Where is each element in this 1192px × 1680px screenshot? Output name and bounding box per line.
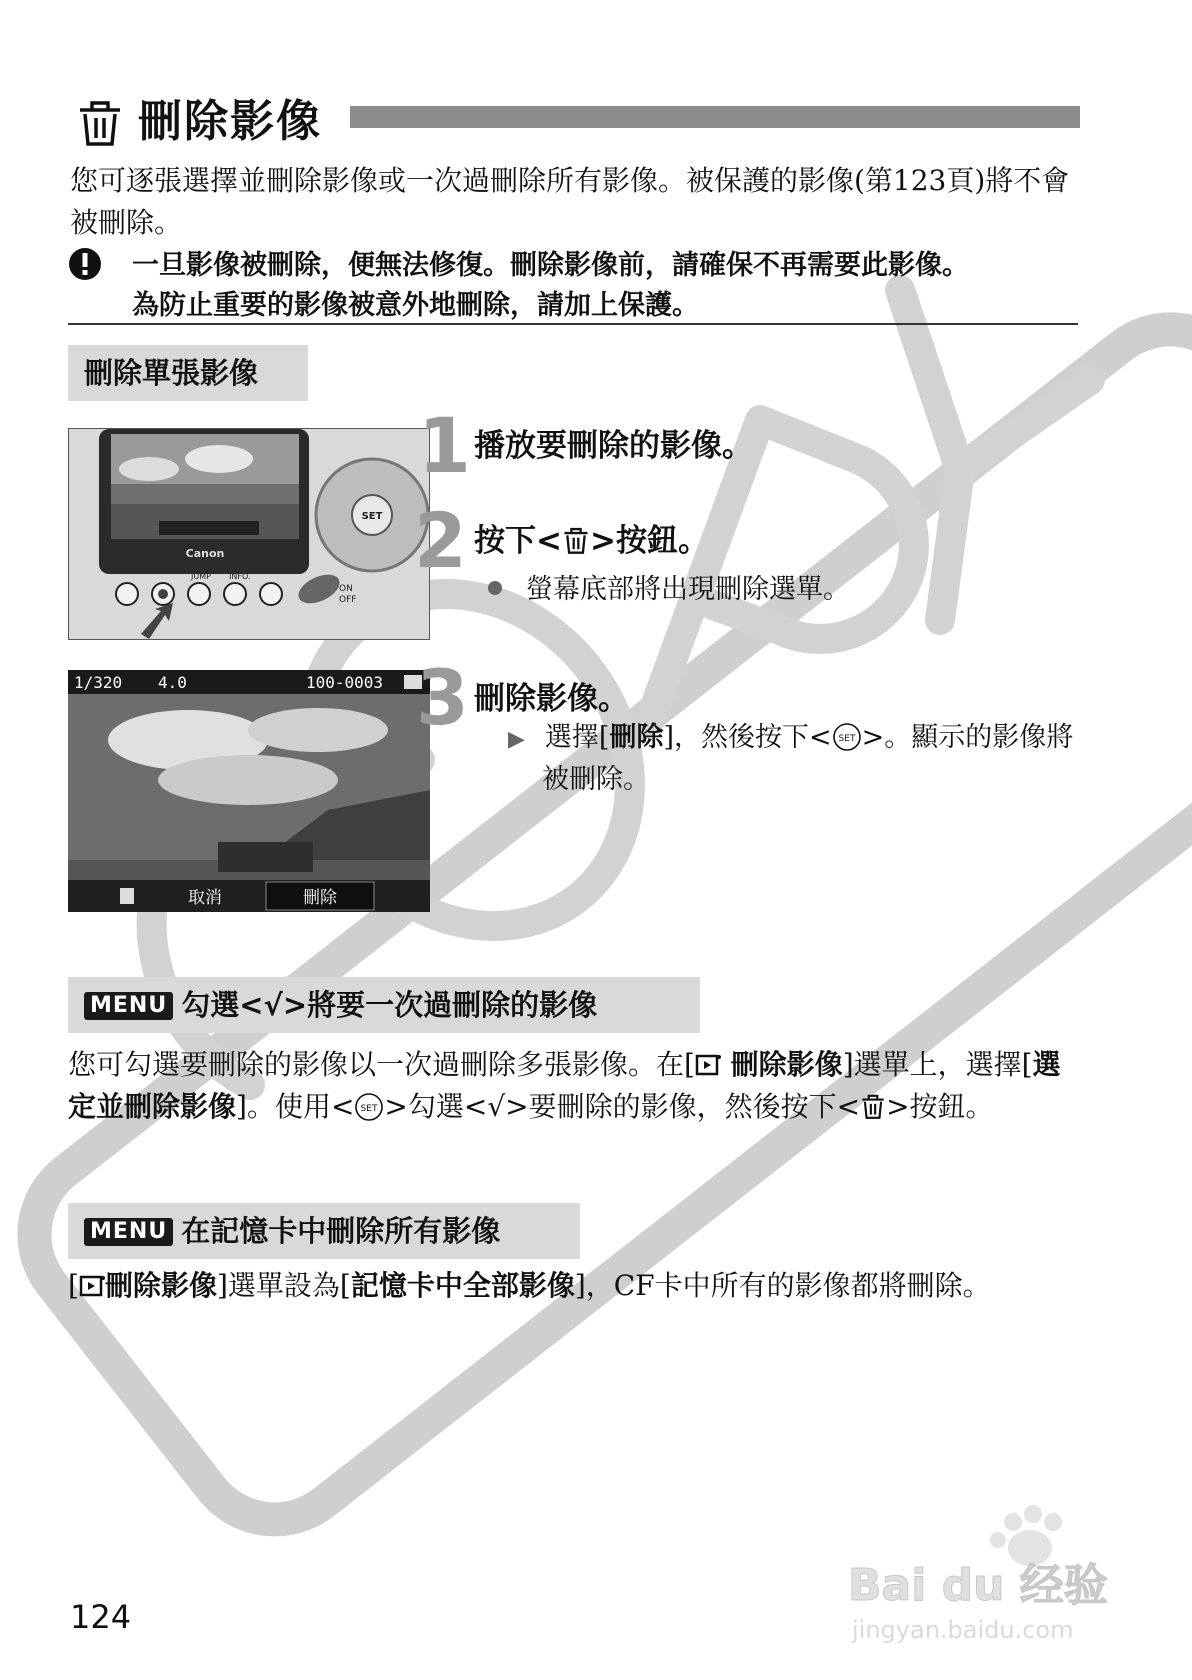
trash-icon [76, 96, 124, 148]
check-p-d: 選定並刪除影像 [68, 1048, 1061, 1123]
all-p-e: ]，CF卡中所有的影像都將刪除。 [574, 1269, 991, 1302]
all-p-d: 記憶卡中全部影像 [350, 1269, 575, 1302]
step-2-title-pre: 按下< [474, 523, 562, 559]
section-heading-all [68, 1203, 580, 1259]
section-all-title: 在記憶卡中刪除所有影像 [181, 1214, 501, 1248]
image-counter-text: 1/320 [74, 673, 123, 692]
all-p-b: 刪除影像 [104, 1269, 217, 1302]
file-number-text: 100-0003 [306, 673, 384, 692]
set-button-icon [354, 1092, 384, 1122]
check-p-f: >勾選<√>要刪除的影像，然後按下< [384, 1090, 861, 1123]
check-paragraph [68, 1044, 1086, 1128]
cancel-option-text: 取消 [188, 888, 222, 908]
caution-icon [68, 247, 102, 281]
bullet-icon [488, 581, 502, 595]
off-label-text: OFF [339, 595, 357, 605]
step-1-title: 播放要刪除的影像。 [474, 428, 753, 464]
baidu-jingyan-logo [838, 1500, 1138, 1650]
page-title: 刪除影像 [138, 96, 322, 147]
title-rule-bar [350, 106, 1080, 128]
step-3-title: 刪除影像。 [474, 681, 629, 717]
section-heading-single: 刪除單張影像 [68, 345, 308, 401]
playback-icon [695, 1053, 721, 1077]
menu-badge: MENU [84, 992, 173, 1020]
delete-all-paragraph [68, 1265, 1108, 1307]
step-3-note-bold: 刪除 [609, 722, 664, 753]
check-p-c: ]選單上，選擇[ [842, 1048, 1033, 1081]
trash-icon [562, 525, 590, 555]
aperture-text: 4.0 [158, 673, 187, 692]
delete-option-text: 刪除 [303, 888, 337, 908]
caution-line-2: 為防止重要的影像被意外地刪除，請加上保護。 [132, 290, 699, 321]
camera-back-illustration [68, 428, 430, 640]
step-3-note-mid: ]，然後按下< [663, 722, 832, 753]
step-3-note [508, 718, 1088, 800]
lcd-delete-screen [68, 670, 430, 912]
title-row [72, 92, 1082, 152]
check-p-b: 刪除影像 [720, 1048, 843, 1081]
step-2-title-post: >按鈕。 [589, 523, 709, 559]
set-icon-text-2: SET [360, 1104, 378, 1114]
trash-icon [860, 1092, 886, 1120]
baidu-logo-text: Bai du 经验 [848, 1560, 1108, 1611]
step-2-note [488, 570, 850, 610]
all-p-a: [ [68, 1269, 79, 1302]
caution-line-1: 一旦影像被刪除，便無法修復。刪除影像前，請確保不再需要此影像。 [132, 250, 969, 281]
camera-brand-text: Canon [185, 547, 225, 560]
step-3-note-pre: 選擇[ [544, 722, 610, 753]
section-divider [68, 323, 1078, 325]
set-icon-text: SET [838, 734, 856, 744]
step-2-number: 2 [414, 496, 467, 585]
playback-icon [79, 1274, 105, 1298]
info-label-text: INFO. [229, 572, 251, 581]
step-1-number: 1 [418, 401, 471, 490]
page-number: 124 [70, 1598, 132, 1636]
step-3-number: 3 [416, 653, 469, 742]
set-button-text: SET [361, 511, 383, 522]
check-p-a: 您可勾選要刪除的影像以一次過刪除多張影像。在[ [68, 1048, 695, 1081]
intro-paragraph: 您可逐張選擇並刪除影像或一次過刪除所有影像。被保護的影像(第123頁)將不會被刪除。 [70, 164, 1070, 239]
all-p-c: ]選單設為[ [216, 1269, 351, 1302]
check-p-e: ]。使用< [236, 1090, 355, 1123]
baidu-url-text: jingyan.baidu.com [852, 1616, 1074, 1644]
section-heading-check [68, 977, 700, 1033]
arrow-right-icon: ▶ [508, 727, 525, 752]
step-2-note-text: 螢幕底部將出現刪除選單。 [526, 574, 850, 605]
set-button-icon [832, 722, 862, 752]
on-label-text: ON [339, 584, 353, 594]
step-3-note-post: >。顯示的影像將被刪除。 [542, 722, 1074, 795]
jump-label-text: JUMP [191, 572, 211, 581]
menu-badge: MENU [84, 1218, 173, 1246]
check-p-g: >按鈕。 [886, 1090, 994, 1123]
step-2-title [474, 515, 709, 560]
section-check-title: 勾選<√>將要一次過刪除的影像 [181, 988, 598, 1022]
